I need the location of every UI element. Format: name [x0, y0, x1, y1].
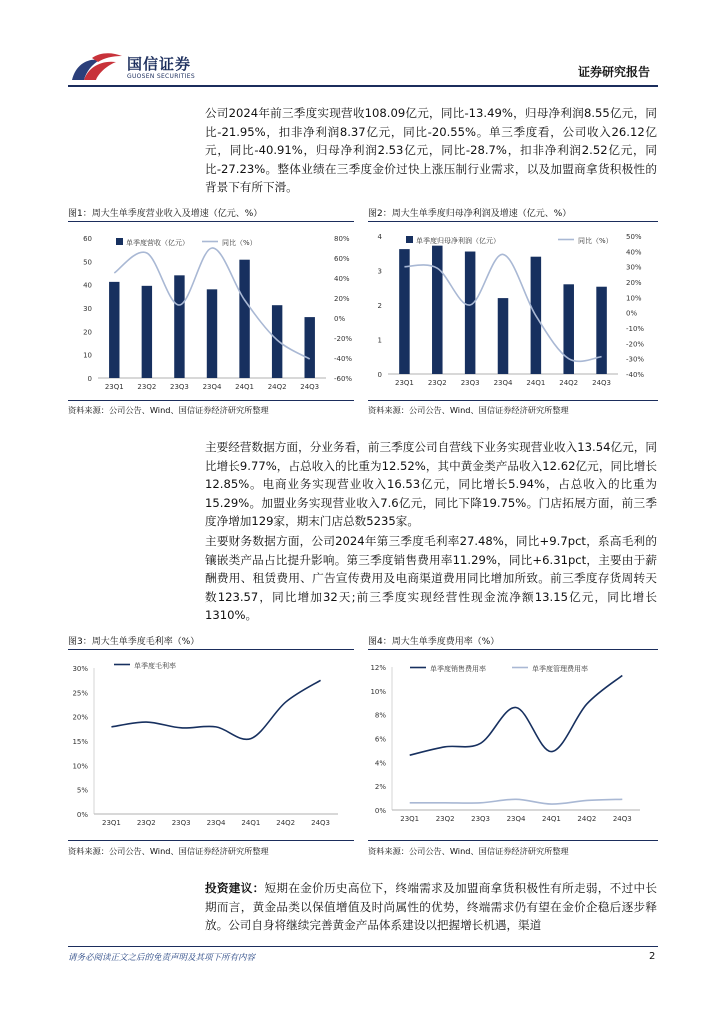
- x-tick-label: 23Q4: [206, 819, 226, 827]
- footer-disclaimer: 请务必阅读正文之后的免责声明及其项下所有内容: [68, 953, 256, 963]
- x-tick-label: 24Q2: [276, 819, 296, 827]
- bar: [174, 275, 184, 378]
- x-tick-label: 24Q1: [235, 383, 255, 391]
- investment-advice-paragraph: [205, 879, 657, 935]
- x-tick-label: 23Q2: [136, 819, 156, 827]
- series-line: [410, 675, 623, 755]
- y2-tick-label: -20%: [626, 340, 645, 349]
- y-tick-label: 3: [377, 267, 382, 276]
- legend-label: 同比（%）: [222, 239, 257, 247]
- summary-paragraph: 公司2024年前三季度实现营收108.09亿元，同比-13.49%，归母净利润8.55亿元，同比-21.95%，扣非净利润8.37亿元，同比-20.55%。单三季度看，公司收入26.12亿元，同比-40.91%，归母净利润2.53亿元，同比-28.7%，扣非净利润2.52亿元，同比-27.23%。整体业绩在三季度金价过快上涨压制行业需求，以及加盟商拿货积极性的背景下有所下滑。: [205, 106, 657, 195]
- x-tick-label: 24Q3: [612, 815, 632, 823]
- figure-4-rule: [368, 649, 658, 650]
- y-tick-label: 2: [377, 302, 382, 310]
- figure-2-chart: [366, 226, 658, 398]
- series-line: [111, 680, 320, 739]
- x-tick-label: 23Q4: [202, 383, 222, 391]
- bar: [109, 282, 119, 378]
- y-tick-label: 2%: [374, 783, 386, 792]
- report-type-label: 证券研究报告: [578, 65, 651, 79]
- y-tick-label: 8%: [374, 711, 386, 720]
- figure-3-source: 资料来源：公司公告、Wind、国信证券经济研究所整理: [68, 846, 269, 856]
- y2-tick-label: 10%: [626, 294, 642, 303]
- x-tick-label: 23Q3: [471, 815, 491, 823]
- y2-tick-label: -60%: [334, 375, 353, 383]
- bar: [596, 287, 607, 374]
- figure-1-rule: [68, 221, 354, 222]
- y-tick-label: 10%: [72, 762, 88, 771]
- x-tick-label: 24Q1: [526, 379, 546, 387]
- x-tick-label: 23Q2: [137, 383, 157, 391]
- y2-tick-label: -40%: [626, 371, 645, 379]
- y-tick-label: 12%: [370, 664, 386, 672]
- x-tick-label: 24Q3: [311, 819, 331, 827]
- y-tick-label: 0: [377, 371, 382, 379]
- x-tick-label: 23Q4: [493, 379, 513, 387]
- figure-2-source: 资料来源：公司公告、Wind、国信证券经济研究所整理: [368, 405, 569, 415]
- y-tick-label: 20%: [72, 713, 88, 722]
- legend-swatch: [406, 236, 413, 243]
- bar: [239, 260, 249, 378]
- x-tick-label: 23Q1: [394, 379, 414, 387]
- company-logo-icon: [70, 50, 124, 82]
- y-tick-label: 60: [83, 235, 92, 243]
- figure-3-bottom-rule: [68, 840, 354, 841]
- x-tick-label: 23Q2: [435, 815, 455, 823]
- bar: [142, 286, 152, 378]
- legend-label: 同比（%）: [578, 237, 613, 245]
- y2-tick-label: -40%: [334, 355, 353, 363]
- y-tick-label: 30: [83, 305, 92, 313]
- y-tick-label: 50: [83, 258, 92, 267]
- y2-tick-label: 40%: [626, 248, 642, 257]
- y2-tick-label: 80%: [334, 235, 350, 243]
- legend-label: 单季度归母净利润（亿元）: [416, 237, 500, 245]
- figure-2-title: 图2：周大生单季度归母净利润及增速（亿元、%）: [368, 209, 572, 219]
- x-tick-label: 23Q1: [104, 383, 124, 391]
- x-tick-label: 23Q3: [460, 379, 480, 387]
- x-tick-label: 23Q3: [169, 383, 189, 391]
- y2-tick-label: 0%: [334, 315, 346, 323]
- operations-paragraph: 主要经营数据方面，分业务看，前三季度公司自营线下业务实现营业收入13.54亿元，同比增长9.77%，占总收入的比重为12.52%，其中黄金类产品收入12.62亿元，同比增长12.85%。电商业务实现营业收入16.53亿元，同比增长5.94%，占总收入的比重为15.29%。加盟业务实现营业收入7.6亿元，同比下降19.75%。门店拓展方面，前三季度净增加129家，期末门店总数5235家。: [205, 440, 657, 529]
- header-divider: [68, 85, 658, 87]
- bar: [498, 298, 509, 374]
- legend-label: 单季度管理费用率: [532, 665, 588, 673]
- y-tick-label: 0%: [374, 807, 386, 815]
- footer-divider: [68, 946, 658, 947]
- figure-2-bottom-rule: [368, 400, 658, 401]
- series-line: [410, 799, 623, 804]
- y2-tick-label: 0%: [626, 309, 638, 318]
- y-tick-label: 6%: [374, 735, 386, 744]
- x-tick-label: 23Q2: [427, 379, 447, 387]
- legend-swatch: [116, 238, 123, 245]
- y-tick-label: 15%: [72, 738, 88, 746]
- y-tick-label: 20: [83, 328, 92, 337]
- bar: [465, 252, 476, 374]
- x-tick-label: 24Q2: [559, 379, 579, 387]
- bar: [399, 249, 410, 374]
- figure-2-rule: [368, 221, 658, 222]
- x-tick-label: 23Q1: [400, 815, 420, 823]
- legend-label: 单季度毛利率: [134, 662, 176, 670]
- figure-1-title: 图1：周大生单季度营业收入及增速（亿元、%）: [68, 209, 263, 219]
- x-tick-label: 24Q1: [241, 819, 261, 827]
- y-tick-label: 5%: [76, 786, 88, 795]
- y-tick-label: 0%: [76, 811, 88, 819]
- bar: [207, 289, 217, 378]
- figure-3-rule: [68, 649, 354, 650]
- bar: [272, 305, 282, 378]
- figure-1-source: 资料来源：公司公告、Wind、国信证券经济研究所整理: [68, 405, 269, 415]
- y-tick-label: 30%: [72, 665, 88, 673]
- figure-4-title: 图4：周大生单季度费用率（%）: [368, 637, 500, 647]
- y2-tick-label: 30%: [626, 263, 642, 272]
- figure-3-chart: [68, 654, 356, 837]
- financials-paragraph: 主要财务数据方面，公司2024年第三季度毛利率27.48%，同比+9.7pct，系高毛利的镶嵌类产品占比提升影响。第三季度销售费用率11.29%，同比+6.31pct，主要由于薪酬费用、租赁费用、广告宣传费用及电商渠道费用同比增加所致。前三季度存货周转天数123.57，同比增加32天;前三季度实现经营性现金流净额13.15亿元，同比增长1310%。: [205, 534, 657, 623]
- page-number: 2: [649, 951, 656, 962]
- figure-4-source: 资料来源：公司公告、Wind、国信证券经济研究所整理: [368, 846, 569, 856]
- x-tick-label: 23Q3: [171, 819, 191, 827]
- bar: [305, 317, 315, 378]
- y2-tick-label: 50%: [626, 233, 642, 241]
- y-tick-label: 10%: [370, 687, 386, 696]
- y2-tick-label: -30%: [626, 355, 645, 364]
- y-tick-label: 40: [83, 281, 92, 290]
- figure-1-bottom-rule: [68, 400, 354, 401]
- x-tick-label: 24Q2: [577, 815, 597, 823]
- y2-tick-label: -20%: [334, 335, 353, 343]
- investment-advice-label: 投资建议：: [205, 881, 265, 895]
- header: [0, 0, 724, 90]
- figure-4-bottom-rule: [368, 840, 658, 841]
- y2-tick-label: 60%: [334, 255, 350, 263]
- x-tick-label: 24Q1: [541, 815, 561, 823]
- y-tick-label: 4%: [374, 759, 386, 768]
- figure-1-chart: [68, 226, 356, 398]
- y-tick-label: 10: [83, 351, 92, 360]
- y-tick-label: 25%: [72, 689, 88, 698]
- logo-name: 国信证券: [127, 55, 192, 73]
- y-tick-label: 0: [87, 375, 92, 383]
- x-tick-label: 23Q4: [506, 815, 526, 823]
- y2-tick-label: 40%: [334, 275, 350, 283]
- y2-tick-label: 20%: [334, 295, 350, 303]
- legend-label: 单季度销售费用率: [430, 665, 486, 673]
- figure-3-title: 图3：周大生单季度毛利率（%）: [68, 637, 200, 647]
- investment-advice-text: 短期在金价历史高位下，终端需求及加盟商拿货积极性有所走弱，不过中长期而言，黄金品类以保值增值及时尚属性的优势，终端需求仍有望在金价企稳后逐步释放。公司自身将继续完善黄金产品体系建设以把握增长机遇，渠道: [205, 881, 657, 933]
- y2-tick-label: 20%: [626, 279, 642, 287]
- figure-4-chart: [366, 654, 658, 837]
- logo-subtitle: GUOSEN SECURITIES: [127, 73, 196, 80]
- x-tick-label: 24Q2: [267, 383, 287, 391]
- bar: [432, 246, 443, 374]
- legend-label: 单季度营收（亿元）: [126, 239, 189, 247]
- y2-tick-label: -10%: [626, 325, 645, 333]
- y-tick-label: 1: [377, 336, 382, 345]
- y-tick-label: 4: [377, 233, 382, 241]
- x-tick-label: 24Q3: [592, 379, 612, 387]
- x-tick-label: 23Q1: [101, 819, 121, 827]
- x-tick-label: 24Q3: [300, 383, 320, 391]
